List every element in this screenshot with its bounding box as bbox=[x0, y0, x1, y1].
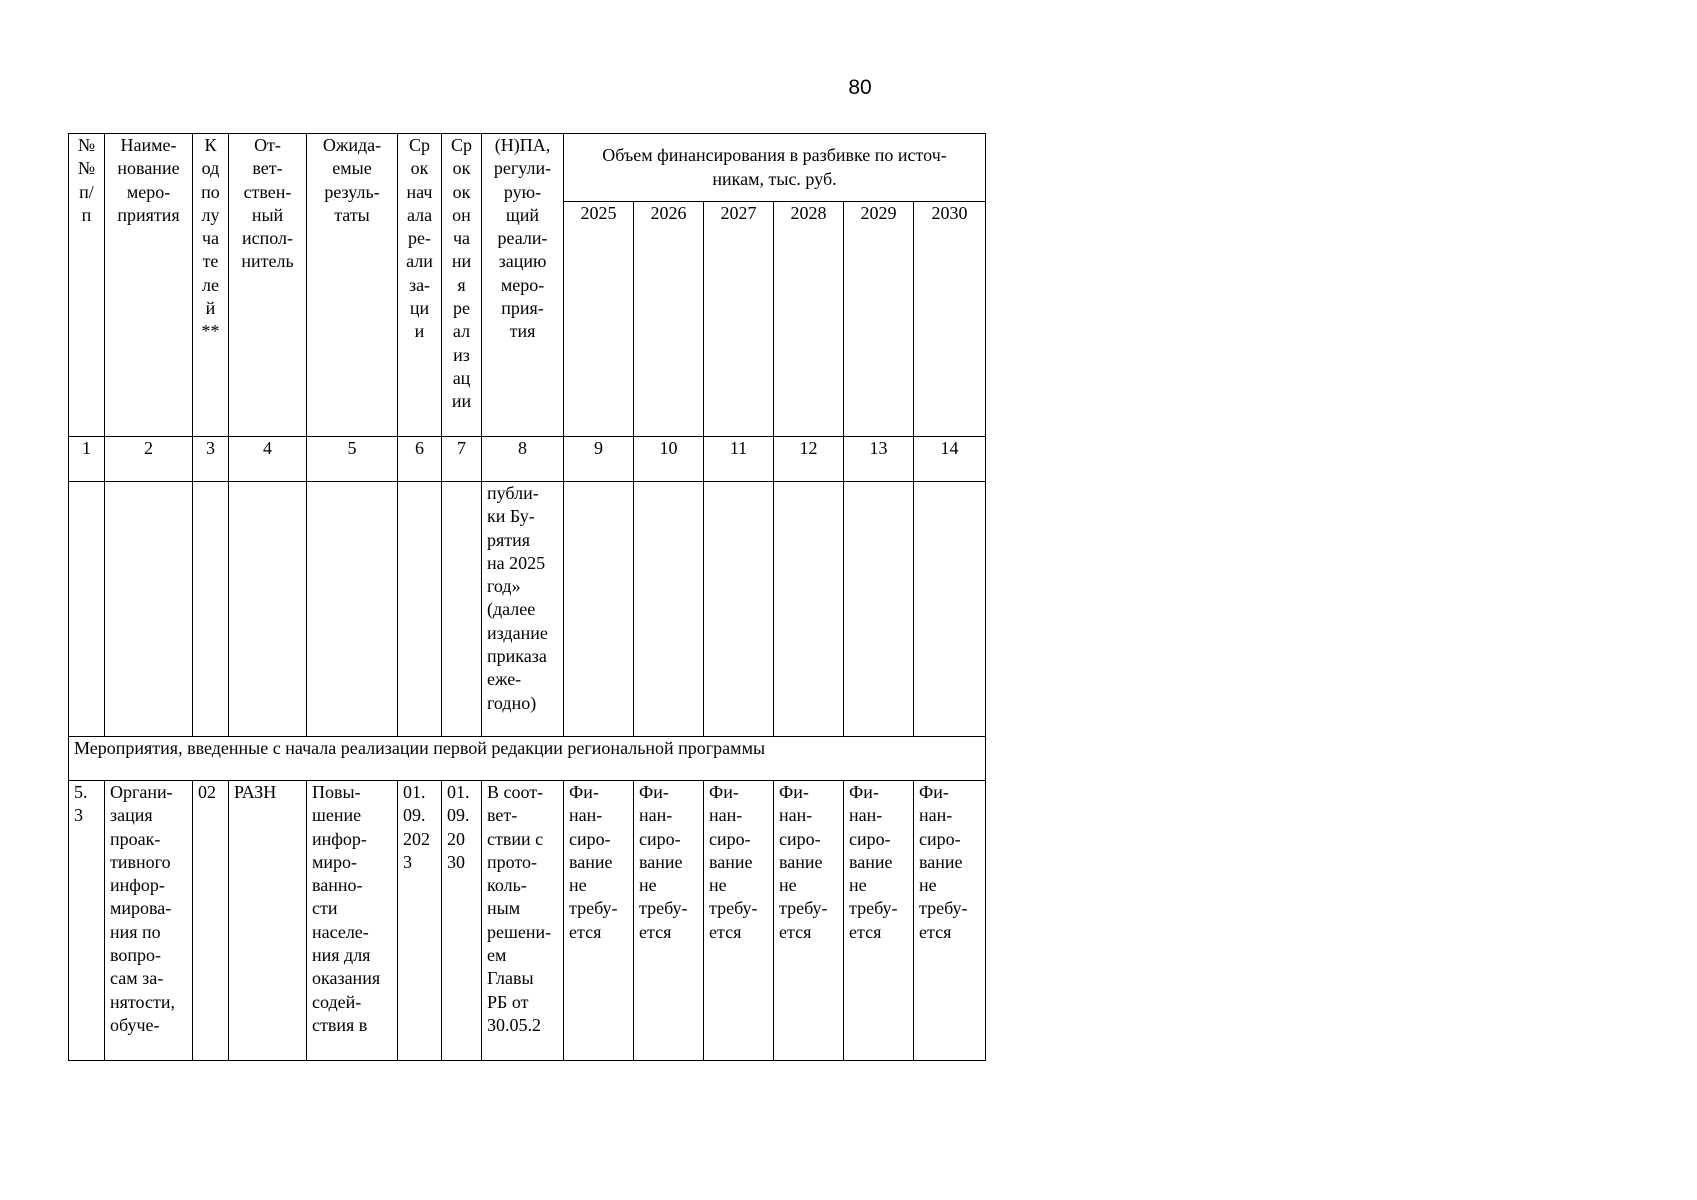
text-line: ется bbox=[569, 921, 602, 942]
text-line: п/ bbox=[79, 181, 94, 202]
empty-cell bbox=[774, 482, 844, 737]
text-line: К bbox=[204, 135, 217, 155]
text-line: ствии с bbox=[487, 828, 544, 849]
text-line: резуль- bbox=[324, 181, 380, 202]
text-line: не bbox=[919, 875, 937, 896]
text-line: таты bbox=[334, 204, 370, 225]
column-number: 8 bbox=[482, 437, 564, 482]
text-line: требу- bbox=[709, 898, 758, 919]
text-line: ** bbox=[201, 321, 220, 342]
column-number: 5 bbox=[307, 437, 398, 482]
text-line: требу- bbox=[569, 898, 618, 919]
item-funding-2030 bbox=[914, 781, 986, 1061]
item-end-date bbox=[442, 781, 482, 1061]
text-line: нан- bbox=[849, 805, 883, 826]
text-line: (далее bbox=[487, 599, 536, 620]
text-line: по bbox=[201, 181, 220, 202]
text-line: ок bbox=[452, 181, 471, 202]
text-line: из bbox=[453, 344, 470, 365]
continuation-row bbox=[69, 482, 986, 737]
text-line: инфор- bbox=[312, 828, 367, 849]
program-activities-table bbox=[68, 133, 986, 1061]
empty-cell bbox=[398, 482, 442, 737]
column-number: 11 bbox=[704, 437, 774, 482]
text-line: вание bbox=[849, 851, 893, 872]
empty-cell bbox=[307, 482, 398, 737]
text-line: ни bbox=[451, 251, 472, 272]
text-line: зация bbox=[110, 805, 153, 826]
text-line: 30.05.2 bbox=[487, 1014, 541, 1035]
text-line: годно) bbox=[487, 692, 537, 713]
text-line: нитель bbox=[241, 251, 294, 272]
text-line: 01. bbox=[403, 782, 426, 802]
text-line: требу- bbox=[849, 898, 898, 919]
text-line: 20 bbox=[447, 828, 465, 849]
text-line: требу- bbox=[779, 898, 828, 919]
empty-cell bbox=[229, 482, 307, 737]
text-line: ле bbox=[202, 274, 219, 295]
text-line: ре bbox=[453, 298, 470, 319]
header-col-name bbox=[105, 134, 193, 437]
column-number: 9 bbox=[564, 437, 634, 482]
text-line: обуче- bbox=[110, 1014, 160, 1035]
text-line: оказания bbox=[312, 968, 381, 989]
item-code bbox=[193, 781, 229, 1061]
empty-cell bbox=[914, 482, 986, 737]
table-row bbox=[69, 781, 986, 1061]
section-title: Мероприятия, введенные с начала реализации первой редакции региональной программы bbox=[69, 737, 986, 781]
empty-cell bbox=[844, 482, 914, 737]
text-line: сиро- bbox=[639, 828, 681, 849]
text-line: № bbox=[77, 135, 96, 155]
text-line: еже- bbox=[487, 669, 522, 690]
item-number bbox=[69, 781, 105, 1061]
text-line: те bbox=[202, 251, 219, 272]
text-line: регули- bbox=[493, 158, 552, 179]
column-number: 6 bbox=[398, 437, 442, 482]
text-line: вание bbox=[639, 851, 683, 872]
text-line: не bbox=[779, 875, 797, 896]
text-line: Ожида- bbox=[322, 135, 382, 155]
text-line: али bbox=[406, 251, 433, 272]
text-line: От- bbox=[254, 135, 281, 155]
text-line: РБ от bbox=[487, 991, 529, 1012]
text-line: никам, тыс. руб. bbox=[712, 168, 837, 189]
header-col-executor bbox=[229, 134, 307, 437]
text-line: Главы bbox=[487, 968, 534, 989]
header-year: 2026 bbox=[634, 202, 704, 437]
item-results bbox=[307, 781, 398, 1061]
text-line: ац bbox=[452, 367, 471, 388]
header-year: 2030 bbox=[914, 202, 986, 437]
column-number: 4 bbox=[229, 437, 307, 482]
text-line: ии bbox=[451, 391, 472, 412]
text-line: шение bbox=[312, 805, 362, 826]
header-year: 2029 bbox=[844, 202, 914, 437]
header-financing bbox=[564, 134, 986, 202]
item-funding-2027 bbox=[704, 781, 774, 1061]
text-line: 01. bbox=[447, 782, 470, 802]
text-line: миро- bbox=[312, 851, 358, 872]
text-line: сам за- bbox=[110, 968, 164, 989]
text-line: нан- bbox=[709, 805, 743, 826]
text-line: В соот- bbox=[487, 782, 544, 802]
text-line: приказа bbox=[487, 646, 547, 667]
text-line: 09. bbox=[403, 805, 426, 826]
item-funding-2026 bbox=[634, 781, 704, 1061]
text-line: ется bbox=[849, 921, 882, 942]
text-line: РАЗН bbox=[234, 782, 277, 802]
empty-cell bbox=[442, 482, 482, 737]
text-line: вет- bbox=[252, 158, 283, 179]
text-line: публи- bbox=[487, 483, 539, 503]
text-line: 02 bbox=[198, 782, 216, 802]
text-line: ча bbox=[452, 228, 471, 249]
text-line: 3 bbox=[74, 805, 83, 826]
text-line: меро- bbox=[500, 274, 545, 295]
continuation-npa-text bbox=[482, 482, 564, 737]
text-line: рятия bbox=[487, 529, 531, 550]
item-funding-2028 bbox=[774, 781, 844, 1061]
text-line: нование bbox=[117, 158, 180, 179]
text-line: мирова- bbox=[110, 898, 172, 919]
text-line: коль- bbox=[487, 875, 527, 896]
text-line: ки Бу- bbox=[487, 506, 535, 527]
text-line: (Н)ПА, bbox=[494, 135, 551, 155]
empty-cell bbox=[193, 482, 229, 737]
text-line: сиро- bbox=[779, 828, 821, 849]
empty-cell bbox=[69, 482, 105, 737]
column-number: 10 bbox=[634, 437, 704, 482]
text-line: нач bbox=[406, 181, 433, 202]
text-line: Фи- bbox=[779, 782, 809, 802]
text-line: на 2025 bbox=[487, 552, 546, 573]
text-line: Фи- bbox=[709, 782, 739, 802]
text-line: содей- bbox=[312, 991, 362, 1012]
text-line: за- bbox=[408, 274, 431, 295]
text-line: 5. bbox=[74, 782, 88, 802]
text-line: од bbox=[201, 158, 220, 179]
text-line: ем bbox=[487, 945, 507, 966]
text-line: нятости, bbox=[110, 991, 175, 1012]
text-line: вет- bbox=[487, 805, 518, 826]
text-line: ется bbox=[709, 921, 742, 942]
text-line: ал bbox=[452, 321, 471, 342]
empty-cell bbox=[634, 482, 704, 737]
text-line: щий bbox=[505, 204, 540, 225]
text-line: нан- bbox=[569, 805, 603, 826]
text-line: ци bbox=[409, 298, 430, 319]
column-number: 14 bbox=[914, 437, 986, 482]
text-line: не bbox=[709, 875, 727, 896]
text-line: ния по bbox=[110, 921, 161, 942]
column-number: 7 bbox=[442, 437, 482, 482]
text-line: лу bbox=[201, 204, 220, 225]
text-line: прия- bbox=[501, 298, 544, 319]
text-line: не bbox=[639, 875, 657, 896]
text-line: сти bbox=[312, 898, 338, 919]
header-year: 2028 bbox=[774, 202, 844, 437]
text-line: ча bbox=[201, 228, 220, 249]
text-line: ствия в bbox=[312, 1014, 368, 1035]
header-col-end-date bbox=[442, 134, 482, 437]
text-line: нан- bbox=[919, 805, 953, 826]
text-line: 09. bbox=[447, 805, 470, 826]
text-line: й bbox=[205, 298, 216, 319]
column-number: 13 bbox=[844, 437, 914, 482]
text-line: он bbox=[452, 204, 471, 225]
text-line: Органи- bbox=[110, 782, 173, 802]
text-line: ок bbox=[452, 158, 471, 179]
column-numbers-row bbox=[69, 437, 986, 482]
text-line: требу- bbox=[919, 898, 968, 919]
text-line: Ср bbox=[408, 135, 430, 155]
text-line: Ср bbox=[450, 135, 472, 155]
text-line: реали- bbox=[497, 228, 548, 249]
header-year: 2025 bbox=[564, 202, 634, 437]
text-line: сиро- bbox=[849, 828, 891, 849]
text-line: вание bbox=[919, 851, 963, 872]
text-line: ным bbox=[487, 898, 521, 919]
text-line: издание bbox=[487, 622, 548, 643]
text-line: вопро- bbox=[110, 945, 162, 966]
text-line: ется bbox=[639, 921, 672, 942]
text-line: сиро- bbox=[919, 828, 961, 849]
item-executor bbox=[229, 781, 307, 1061]
text-line: 30 bbox=[447, 851, 465, 872]
column-number: 12 bbox=[774, 437, 844, 482]
text-line: и bbox=[414, 321, 425, 342]
section-row bbox=[69, 737, 986, 781]
item-npa bbox=[482, 781, 564, 1061]
text-line: ствен- bbox=[243, 181, 292, 202]
header-col-start-date bbox=[398, 134, 442, 437]
text-line: ванно- bbox=[312, 875, 363, 896]
text-line: ется bbox=[779, 921, 812, 942]
text-line: ок bbox=[410, 158, 429, 179]
text-line: Фи- bbox=[569, 782, 599, 802]
text-line: тия bbox=[509, 321, 536, 342]
text-line: ется bbox=[919, 921, 952, 942]
text-line: инфор- bbox=[110, 875, 165, 896]
page-number: 80 bbox=[848, 76, 872, 99]
text-line: Наиме- bbox=[120, 135, 177, 155]
text-line: 202 bbox=[403, 828, 430, 849]
text-line: испол- bbox=[242, 228, 293, 249]
text-line: нан- bbox=[639, 805, 673, 826]
header-row bbox=[69, 134, 986, 202]
text-line: Фи- bbox=[639, 782, 669, 802]
text-line: п bbox=[81, 204, 92, 225]
text-line: требу- bbox=[639, 898, 688, 919]
text-line: меро- bbox=[126, 181, 171, 202]
header-col-number bbox=[69, 134, 105, 437]
item-funding-2025 bbox=[564, 781, 634, 1061]
text-line: вание bbox=[569, 851, 613, 872]
text-line: зацию bbox=[498, 251, 547, 272]
text-line: Фи- bbox=[919, 782, 949, 802]
text-line: нан- bbox=[779, 805, 813, 826]
text-line: населе- bbox=[312, 921, 369, 942]
text-line: ния для bbox=[312, 945, 371, 966]
text-line: рую- bbox=[503, 181, 542, 202]
item-start-date bbox=[398, 781, 442, 1061]
text-line: решени- bbox=[487, 921, 552, 942]
text-line: сиро- bbox=[709, 828, 751, 849]
text-line: № bbox=[77, 158, 96, 179]
column-number: 1 bbox=[69, 437, 105, 482]
header-col-npa bbox=[482, 134, 564, 437]
empty-cell bbox=[564, 482, 634, 737]
header-col-results bbox=[307, 134, 398, 437]
text-line: емые bbox=[332, 158, 372, 179]
text-line: год» bbox=[487, 576, 521, 597]
text-line: ре- bbox=[408, 228, 431, 249]
header-year: 2027 bbox=[704, 202, 774, 437]
item-funding-2029 bbox=[844, 781, 914, 1061]
text-line: тивного bbox=[110, 851, 171, 872]
text-line: ный bbox=[251, 204, 284, 225]
text-line: я bbox=[457, 274, 466, 295]
text-line: приятия bbox=[117, 204, 180, 225]
text-line: вание bbox=[779, 851, 823, 872]
text-line: прото- bbox=[487, 851, 538, 872]
empty-cell bbox=[105, 482, 193, 737]
header-col-code bbox=[193, 134, 229, 437]
column-number: 2 bbox=[105, 437, 193, 482]
text-line: сиро- bbox=[569, 828, 611, 849]
text-line: вание bbox=[709, 851, 753, 872]
text-line: Повы- bbox=[312, 782, 361, 802]
text-line: проак- bbox=[110, 828, 161, 849]
column-number: 3 bbox=[193, 437, 229, 482]
text-line: не bbox=[849, 875, 867, 896]
text-line: Объем финансирования в разбивке по источ- bbox=[602, 145, 947, 166]
text-line: не bbox=[569, 875, 587, 896]
empty-cell bbox=[704, 482, 774, 737]
text-line: ала bbox=[406, 204, 433, 225]
text-line: Фи- bbox=[849, 782, 879, 802]
text-line: 3 bbox=[403, 851, 412, 872]
item-name bbox=[105, 781, 193, 1061]
